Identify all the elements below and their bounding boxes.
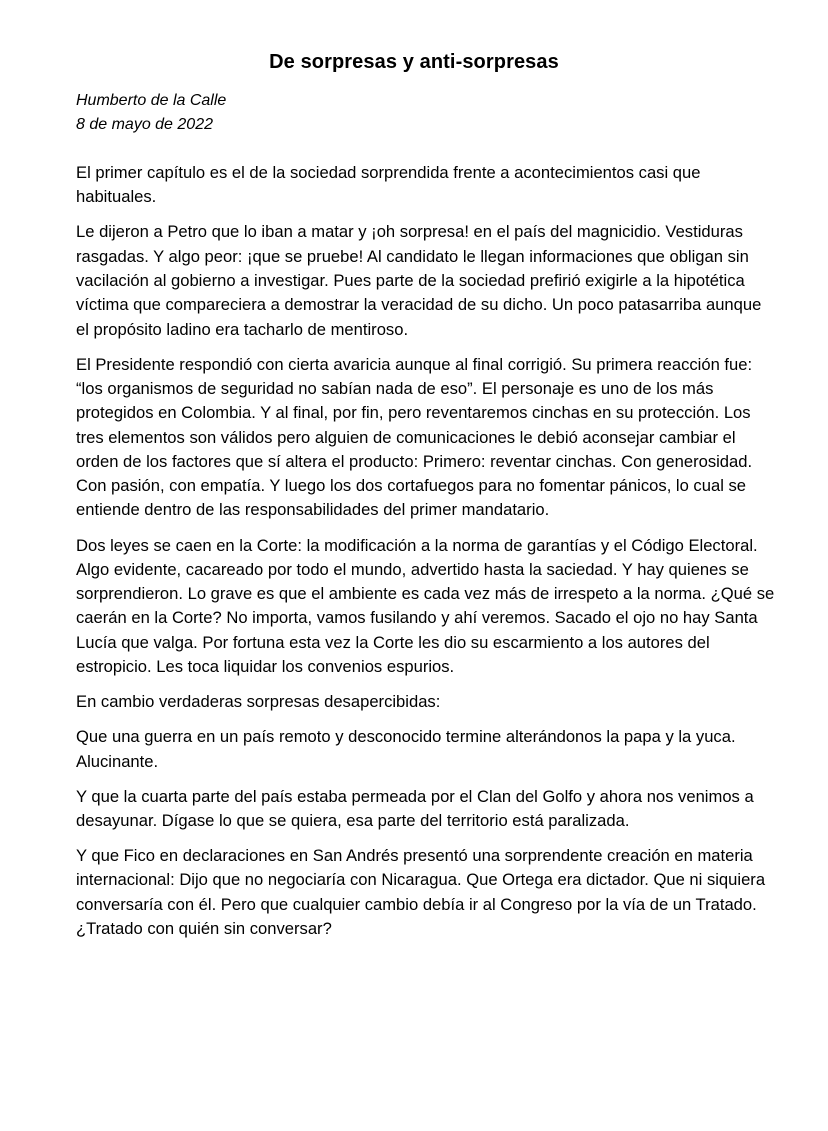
paragraph: El Presidente respondió con cierta avaricia aunque al final corrigió. Su primera reacción fue: “los organismos de seguridad no sabían nada de eso”. El personaje es uno de los más protegidos en Colombia. Y al final, por fin, pero reventaremos cinchas en su protección. Los tres elementos son válidos pero alguien de comunicaciones le debió aconsejar cambiar el orden de los factores que sí altera el producto: Primero: reventar cinchas. Con generosidad. Con pasión, con empatía. Y luego los dos cortafuegos para no fomentar pánicos, lo cual se entiende dentro de las responsabilidades del primer mandatario. — [76, 354, 753, 520]
paragraph: Y que la cuarta parte del país estaba permeada por el Clan del Golfo y ahora nos venimos a desayunar. Dígase lo que se quiera, esa parte del territorio está paralizada. — [76, 786, 754, 830]
paragraph: Dos leyes se caen en la Corte: la modificación a la norma de garantías y el Código Electoral. Algo evidente, cacareado por todo el mundo, advertido hasta la saciedad. Y hay quienes se sorprendieron. Lo grave es que el ambiente es cada vez más de irrespeto a la norma. ¿Qué se caerán en la Corte? No importa, vamos fusilando y ahí veremos. Sacado el ojo no hay Santa Lucía que valga. Por fortuna esta vez la Corte les dio su escarmiento a los autores del estropicio. Les toca liquidar los convenios espurios. — [76, 535, 775, 677]
publication-date: 8 de mayo de 2022 — [76, 116, 213, 133]
paragraph: En cambio verdaderas sorpresas desapercibidas: — [76, 692, 441, 712]
byline — [76, 89, 226, 137]
paragraph: Y que Fico en declaraciones en San Andrés presentó una sorprendente creación en materia internacional: Dijo que no negociaría con Nicaragua. Que Ortega era dictador. Que ni siquiera conversaría con él. Pero que cualquier cambio debía ir al Congreso por la vía de un Tratado. ¿Tratado con quién sin conversar? — [76, 846, 766, 938]
paragraph: El primer capítulo es el de la sociedad sorprendida frente a acontecimientos casi que habituales. — [76, 163, 701, 207]
paragraph: Que una guerra en un país remoto y desconocido termine alterándonos la papa y la yuca. Alucinante. — [76, 727, 736, 771]
document-title: De sorpresas y anti-sorpresas — [269, 51, 559, 73]
author-name: Humberto de la Calle — [76, 92, 227, 109]
article-body — [76, 161, 776, 952]
paragraph: Le dijeron a Petro que lo iban a matar y ¡oh sorpresa! en el país del magnicidio. Vestiduras rasgadas. Y algo peor: ¡que se pruebe! Al candidato le llegan informaciones que obligan sin vacilación al gobierno a investigar. Pues parte de la sociedad prefirió exigirle a la hipotética víctima que compareciera a demostrar la veracidad de su dicho. Un poco patasarriba aunque el propósito ladino era tacharlo de mentiroso. — [76, 222, 762, 339]
